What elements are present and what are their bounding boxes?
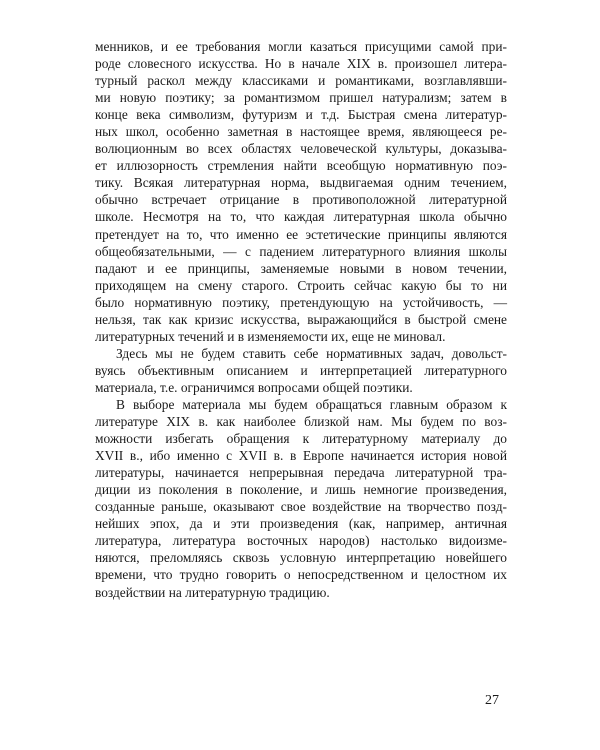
body-text [95, 38, 507, 601]
text-line: диции из поколения в поколение, и лишь немногие произведения, [95, 482, 507, 498]
text-line: обычно встречает отрицание в противоположной литературной [95, 192, 507, 208]
text-line: В выборе материала мы будем обращаться главным образом к [116, 396, 507, 412]
text-line: приходящем на смену старого. Строить сейчас какую бы то ни [95, 277, 507, 293]
text-line: литературе XIX в. как наиболее близкой нам. Мы будем по воз- [95, 414, 507, 430]
text-line: Здесь мы не будем ставить себе нормативных задач, довольст- [116, 345, 507, 361]
text-line: нейших эпох, да и эти произведения (как, например, античная [95, 516, 507, 532]
text-line: ет иллюзорность стремления найти всеобщую нормативную поэ- [95, 158, 507, 174]
text-line: нельзя, так как кризис искусства, выражающийся в быстрой смене [95, 311, 507, 327]
text-line: ных школ, особенно заметная в настоящее время, являющееся ре- [95, 124, 507, 140]
text-line: вуясь объективным описанием и интерпретацией литературного [95, 362, 507, 378]
text-line: ми новую поэтику; за романтизмом пришел натурализм; затем в [95, 90, 507, 106]
text-line: претендует на то, что именно ее эстетические принципы являются [95, 226, 507, 242]
text-line: XVII в., ибо именно с XVII в. в Европе начинается история новой [95, 448, 507, 464]
text-line: времени, что трудно говорить о непосредственном и целостном их [95, 567, 507, 583]
text-line: падают и ее принципы, заменяемые новыми в новом течении, [95, 260, 507, 276]
text-line: общеобязательными, — с падением литературного влияния школы [95, 243, 507, 259]
text-line: тику. Всякая литературная норма, выдвигаемая одним течением, [95, 175, 507, 191]
text-line: турный раскол между классиками и романтиками, возглавлявши- [95, 73, 507, 89]
text-line: роде словесного искусства. Но в начале XIX в. произошел литера- [95, 56, 507, 72]
text-line: школе. Несмотря на то, что каждая литературная школа обычно [95, 209, 507, 225]
text-line: няются, преломляясь сквозь условную интерпретацию новейшего [95, 550, 507, 566]
text-line: менников, и ее требования могли казаться присущими самой при- [95, 39, 507, 54]
page-number: 27 [485, 693, 499, 708]
paragraph-1 [95, 38, 507, 345]
text-line: волюционным во всех областях человеческой культуры, доказыва- [95, 141, 507, 157]
text-line: материала, т.е. ограничимся вопросами общей поэтики. [95, 379, 413, 395]
text-line: литература, литература восточных народов) настолько видоизме- [95, 533, 507, 549]
text-line: было нормативную поэтику, претендующую на устойчивость, — [95, 294, 507, 310]
text-line: можности избегать обращения к литературному материалу до [95, 431, 507, 447]
paragraph-3 [95, 396, 507, 601]
text-line: конце века символизм, футуризм и т.д. Быстрая смена литератур- [95, 107, 507, 123]
text-line: литературы, начинается непрерывная передача литературной тра- [95, 465, 507, 481]
text-line: литературных течений и в изменяемости их, еще не миновал. [95, 328, 446, 344]
paragraph-2 [95, 345, 507, 396]
text-line: воздействии на литературную традицию. [95, 584, 330, 600]
text-line: созданные раньше, оказывают свое воздействие на творчество позд- [95, 499, 507, 515]
